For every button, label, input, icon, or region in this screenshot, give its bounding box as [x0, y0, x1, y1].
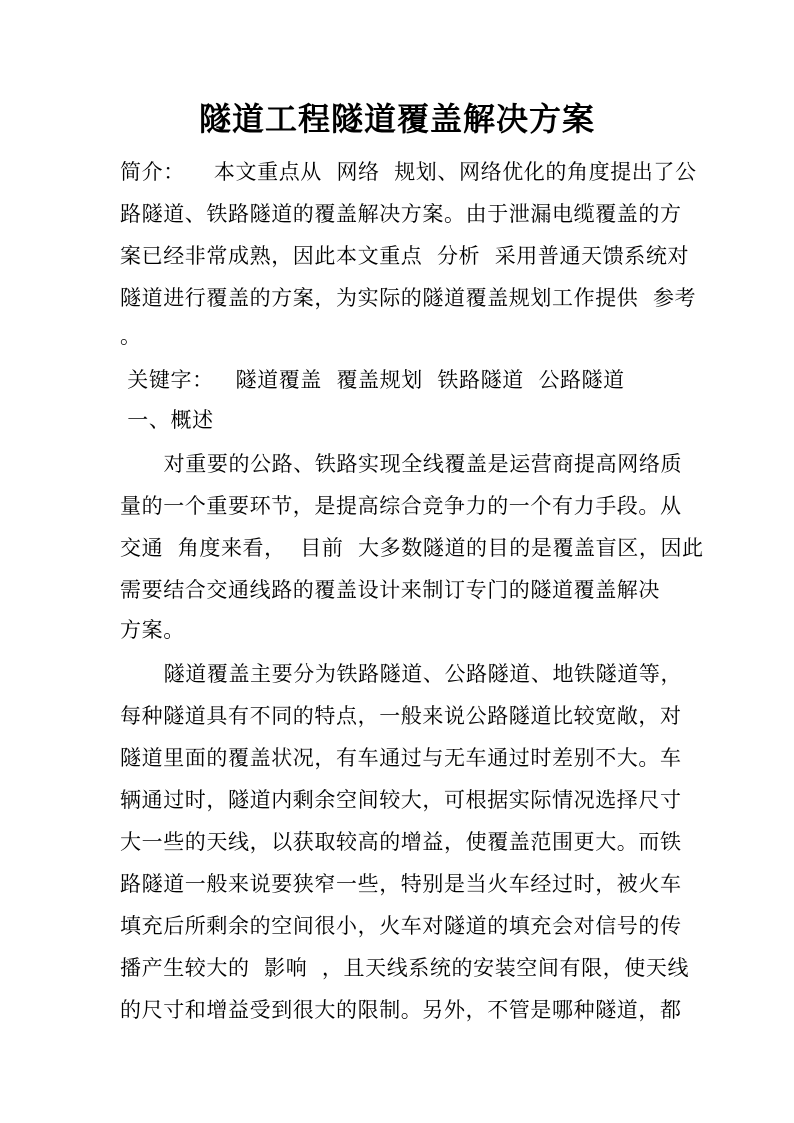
paragraph1-line-2: 量的一个重要环节，是提高综合竞争力的一个有力手段。从 [120, 494, 682, 518]
paragraph2-line-7: 填充后所剩余的空间很小，火车对隧道的填充会对信号的传 [120, 914, 682, 938]
paragraph1-line-4: 需要结合交通线路的覆盖设计来制订专门的隧道覆盖解决 [120, 578, 660, 602]
paragraph2-line-8: 播产生较大的 影响 ，且天线系统的安装空间有限，使天线 [120, 956, 690, 980]
keywords-line: 关键字： 隧道覆盖 覆盖规划 铁路隧道 公路隧道 [120, 368, 625, 392]
intro-line-5: 。 [120, 324, 142, 348]
document-title: 隧道工程隧道覆盖解决方案 [198, 100, 595, 138]
intro-line-4: 隧道进行覆盖的方案，为实际的隧道覆盖规划工作提供 参考 [120, 286, 697, 310]
intro-line-1: 简介： 本文重点从 网络 规划、网络优化的角度提出了公 [120, 160, 697, 184]
paragraph2-line-2: 每种隧道具有不同的特点，一般来说公路隧道比较宽敞，对 [120, 704, 682, 728]
paragraph2-line-3: 隧道里面的覆盖状况，有车通过与无车通过时差别不大。车 [120, 746, 682, 770]
paragraph2-line-4: 辆通过时，隧道内剩余空间较大，可根据实际情况选择尺寸 [120, 788, 682, 812]
paragraph1-line-1: 对重要的公路、铁路实现全线覆盖是运营商提高网络质 [120, 452, 683, 476]
intro-line-2: 路隧道、铁路隧道的覆盖解决方案。由于泄漏电缆覆盖的方 [120, 202, 682, 226]
paragraph2-line-1: 隧道覆盖主要分为铁路隧道、公路隧道、地铁隧道等， [120, 662, 683, 686]
paragraph2-line-9: 的尺寸和增益受到很大的限制。另外，不管是哪种隧道，都 [120, 998, 682, 1022]
paragraph2-line-6: 路隧道一般来说要狭窄一些，特别是当火车经过时，被火车 [120, 872, 682, 896]
section-heading: 一、概述 [120, 408, 214, 432]
paragraph1-line-3: 交通 角度来看， 目前 大多数隧道的目的是覆盖盲区，因此 [120, 536, 704, 560]
paragraph2-line-5: 大一些的天线，以获取较高的增益，使覆盖范围更大。而铁 [120, 830, 682, 854]
intro-line-3: 案已经非常成熟，因此本文重点 分析 采用普通天馈系统对 [120, 244, 690, 268]
paragraph1-line-5: 方案。 [120, 618, 185, 642]
